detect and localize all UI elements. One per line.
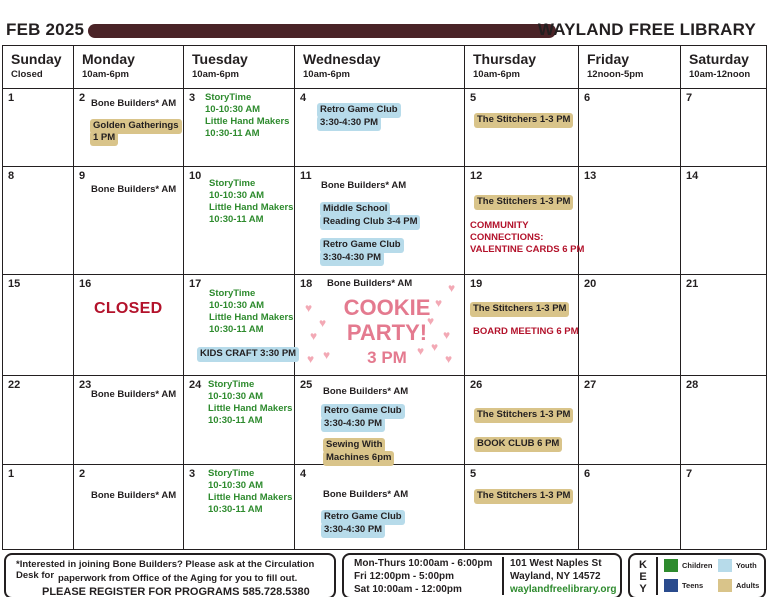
day-cell[interactable] xyxy=(681,465,767,550)
day-cell[interactable] xyxy=(681,376,767,465)
day-cell[interactable] xyxy=(681,167,767,275)
website-link[interactable]: waylandfreelibrary.org xyxy=(510,584,617,595)
library-name: WAYLAND FREE LIBRARY xyxy=(537,20,756,39)
day-cell[interactable] xyxy=(681,89,767,167)
footer xyxy=(0,552,768,597)
heart-icon: ♥ xyxy=(427,314,435,328)
hours-mon-thurs: Mon-Thurs 10:00am - 6:00pm xyxy=(354,558,493,569)
day-header-friday: Friday 12noon-5pm xyxy=(579,46,681,89)
day-cell[interactable] xyxy=(184,376,295,465)
event-kids-craft: KIDS CRAFT 3:30 PM xyxy=(197,347,299,362)
event-little-hand-makers: Little Hand Makers xyxy=(208,403,293,414)
day-cell[interactable] xyxy=(184,465,295,550)
day-cell[interactable] xyxy=(465,89,579,167)
date-number: 7 xyxy=(686,92,693,104)
date-number: 2 xyxy=(79,92,86,104)
event-storytime-time: 10-10:30 AM xyxy=(205,104,261,115)
event-stitchers: The Stitchers 1-3 PM xyxy=(474,408,573,423)
day-cell[interactable] xyxy=(74,465,184,550)
heart-icon: ♥ xyxy=(305,301,313,315)
date-number: 19 xyxy=(470,278,483,290)
date-number: 2 xyxy=(79,468,86,480)
date-number: 25 xyxy=(300,379,313,391)
event-storytime-time: 10-10:30 AM xyxy=(209,300,265,311)
hours-address-box xyxy=(342,553,622,597)
event-retro-game-club: Retro Game Club xyxy=(321,404,405,419)
event-bone-builders: Bone Builders* AM xyxy=(327,278,413,289)
event-sewing-machines: Machines 6pm xyxy=(323,451,394,466)
date-number: 4 xyxy=(300,468,307,480)
heart-icon: ♥ xyxy=(445,352,453,366)
event-little-hand-makers-time: 10:30-11 AM xyxy=(209,324,264,335)
day-cell[interactable] xyxy=(184,167,295,275)
key-children-label: Children xyxy=(682,561,713,570)
date-number: 6 xyxy=(584,468,591,480)
heart-icon: ♥ xyxy=(319,316,327,330)
event-bone-builders: Bone Builders* AM xyxy=(91,98,177,109)
date-number: 21 xyxy=(686,278,699,290)
date-number: 3 xyxy=(189,92,196,104)
week-row xyxy=(3,89,767,167)
key-teens-label: Teens xyxy=(682,581,704,590)
date-number: 28 xyxy=(686,379,699,391)
day-cell[interactable] xyxy=(74,167,184,275)
date-number: 18 xyxy=(300,278,313,290)
date-number: 11 xyxy=(300,170,312,182)
divider xyxy=(656,557,658,595)
event-bone-builders: Bone Builders* AM xyxy=(323,489,409,500)
week-row xyxy=(3,376,767,465)
register-phone: PLEASE REGISTER FOR PROGRAMS 585.728.5380 xyxy=(42,586,310,597)
event-retro-game-club-time: 3:30-4:30 PM xyxy=(321,417,385,432)
day-cell[interactable] xyxy=(465,275,579,376)
heart-icon: ♥ xyxy=(435,296,443,310)
date-number: 7 xyxy=(686,468,693,480)
event-storytime-time: 10-10:30 AM xyxy=(208,480,264,491)
divider xyxy=(502,557,504,595)
calendar-header xyxy=(0,0,768,44)
event-bone-builders: Bone Builders* AM xyxy=(91,490,177,501)
title-bar xyxy=(88,24,556,38)
day-cell[interactable] xyxy=(465,376,579,465)
day-cell[interactable] xyxy=(681,275,767,376)
party-time: 3 PM xyxy=(367,348,407,367)
event-little-hand-makers-time: 10:30-11 AM xyxy=(208,415,263,426)
calendar-grid xyxy=(2,45,767,550)
date-number: 14 xyxy=(686,170,699,182)
event-storytime: StoryTime xyxy=(209,288,256,299)
event-retro-game-club: Retro Game Club xyxy=(321,510,405,525)
event-storytime: StoryTime xyxy=(205,92,252,103)
event-retro-game-club: Retro Game Club xyxy=(320,238,404,253)
heart-icon: ♥ xyxy=(310,329,318,343)
event-stitchers: The Stitchers 1-3 PM xyxy=(474,113,573,128)
hours-fri: Fri 12:00pm - 5:00pm xyxy=(354,571,455,582)
day-cell[interactable] xyxy=(74,275,184,376)
heart-icon: ♥ xyxy=(443,328,451,342)
date-number: 1 xyxy=(8,468,15,480)
date-number: 12 xyxy=(470,170,483,182)
closed-label: CLOSED xyxy=(94,300,163,317)
day-cell[interactable] xyxy=(3,465,74,550)
event-storytime: StoryTime xyxy=(209,178,256,189)
date-number: 8 xyxy=(8,170,15,182)
adults-swatch xyxy=(718,579,732,592)
heart-icon: ♥ xyxy=(323,348,331,362)
day-header-thursday: Thursday 10am-6pm xyxy=(465,46,579,89)
event-bone-builders: Bone Builders* AM xyxy=(91,389,177,400)
event-bone-builders: Bone Builders* AM xyxy=(321,180,407,191)
week-row xyxy=(3,275,767,376)
date-number: 4 xyxy=(300,92,307,104)
date-number: 5 xyxy=(470,92,477,104)
date-number: 9 xyxy=(79,170,86,182)
day-cell[interactable] xyxy=(295,465,465,550)
event-storytime-time: 10-10:30 AM xyxy=(209,190,265,201)
date-number: 22 xyxy=(8,379,21,391)
event-valentine-cards: VALENTINE CARDS 6 PM xyxy=(470,244,585,255)
day-cell[interactable] xyxy=(579,89,681,167)
event-retro-game-club-time: 3:30-4:30 PM xyxy=(317,116,381,131)
event-little-hand-makers: Little Hand Makers xyxy=(209,312,294,323)
event-retro-game-club: Retro Game Club xyxy=(317,103,401,118)
key-label: K E Y xyxy=(639,559,647,595)
day-cell[interactable] xyxy=(3,167,74,275)
date-number: 1 xyxy=(8,92,15,104)
day-cell[interactable] xyxy=(295,167,465,275)
week-row xyxy=(3,465,767,550)
day-cell[interactable] xyxy=(184,89,295,167)
date-number: 17 xyxy=(189,278,202,290)
day-header-sunday: Sunday Closed xyxy=(3,46,74,89)
event-storytime-time: 10-10:30 AM xyxy=(208,391,264,402)
key-adults-label: Adults xyxy=(736,581,760,590)
day-cell[interactable] xyxy=(465,465,579,550)
note-line-2: paperwork from Office of the Aging for you to fill out. xyxy=(58,573,298,584)
date-number: 13 xyxy=(584,170,597,182)
week-row xyxy=(3,167,767,275)
event-little-hand-makers-time: 10:30-11 AM xyxy=(208,504,263,515)
cookie-party-announcement xyxy=(335,295,439,370)
day-cell[interactable] xyxy=(295,376,465,465)
event-book-club: BOOK CLUB 6 PM xyxy=(474,437,562,452)
date-number: 15 xyxy=(8,278,21,290)
day-cell[interactable] xyxy=(3,89,74,167)
event-community: COMMUNITY xyxy=(470,220,529,231)
day-cell[interactable] xyxy=(579,167,681,275)
heart-icon: ♥ xyxy=(448,281,456,295)
event-stitchers: The Stitchers 1-3 PM xyxy=(474,489,573,504)
party-line: PARTY! xyxy=(346,320,428,345)
event-little-hand-makers-time: 10:30-11 AM xyxy=(205,128,260,139)
heart-icon: ♥ xyxy=(417,344,425,358)
event-retro-game-club-time: 3:30-4:30 PM xyxy=(321,523,385,538)
event-stitchers: The Stitchers 1-3 PM xyxy=(474,195,573,210)
teens-swatch xyxy=(664,579,678,592)
date-number: 27 xyxy=(584,379,597,391)
day-cell[interactable] xyxy=(295,275,465,376)
date-number: 3 xyxy=(189,468,196,480)
event-storytime: StoryTime xyxy=(208,468,255,479)
children-swatch xyxy=(664,559,678,572)
date-number: 24 xyxy=(189,379,202,391)
date-number: 6 xyxy=(584,92,591,104)
date-number: 23 xyxy=(79,379,92,391)
day-cell[interactable] xyxy=(579,465,681,550)
event-connections: CONNECTIONS: xyxy=(470,232,544,243)
day-cell[interactable] xyxy=(465,167,585,275)
event-sewing-with: Sewing With xyxy=(323,438,385,453)
day-header-monday: Monday 10am-6pm xyxy=(74,46,184,89)
event-little-hand-makers: Little Hand Makers xyxy=(205,116,290,127)
event-bone-builders: Bone Builders* AM xyxy=(91,184,177,195)
event-golden-gatherings: Golden Gatherings xyxy=(90,119,182,134)
date-number: 26 xyxy=(470,379,483,391)
note-line-1: *Interested in joining Bone Builders? Please ask at the Circulation Desk for xyxy=(16,559,315,581)
date-number: 10 xyxy=(189,170,202,182)
day-cell[interactable] xyxy=(3,275,74,376)
day-cell[interactable] xyxy=(74,376,184,465)
color-key xyxy=(628,553,766,597)
event-middle-school: Middle School xyxy=(320,202,390,217)
event-bone-builders: Bone Builders* AM xyxy=(323,386,409,397)
event-little-hand-makers: Little Hand Makers xyxy=(209,202,294,213)
day-header-tuesday: Tuesday 10am-6pm xyxy=(184,46,295,89)
month-title: FEB 2025 xyxy=(6,20,85,39)
event-stitchers: The Stitchers 1-3 PM xyxy=(470,302,569,317)
day-cell[interactable] xyxy=(579,275,681,376)
day-header-saturday: Saturday 10am-12noon xyxy=(681,46,767,89)
cookie-line: COOKIE xyxy=(343,295,431,320)
date-number: 20 xyxy=(584,278,597,290)
event-little-hand-makers: Little Hand Makers xyxy=(208,492,293,503)
address-street: 101 West Naples St xyxy=(510,558,602,569)
date-number: 5 xyxy=(470,468,477,480)
heart-icon: ♥ xyxy=(307,352,315,366)
key-youth-label: Youth xyxy=(736,561,757,570)
event-golden-gatherings-time: 1 PM xyxy=(90,131,118,146)
day-header-wednesday: Wednesday 10am-6pm xyxy=(295,46,465,89)
heart-icon: ♥ xyxy=(431,340,439,354)
day-cell[interactable] xyxy=(184,275,295,376)
address-city: Wayland, NY 14572 xyxy=(510,571,601,582)
bone-builders-note xyxy=(4,553,336,597)
day-cell[interactable] xyxy=(74,89,184,167)
event-board-meeting: BOARD MEETING 6 PM xyxy=(473,326,579,337)
event-little-hand-makers-time: 10:30-11 AM xyxy=(209,214,264,225)
day-cell[interactable] xyxy=(3,376,74,465)
event-reading-club: Reading Club 3-4 PM xyxy=(320,215,420,230)
youth-swatch xyxy=(718,559,732,572)
day-cell[interactable] xyxy=(579,376,681,465)
event-retro-game-club-time: 3:30-4:30 PM xyxy=(320,251,384,266)
event-storytime: StoryTime xyxy=(208,379,255,390)
day-cell[interactable] xyxy=(295,89,465,167)
date-number: 16 xyxy=(79,278,92,290)
hours-sat: Sat 10:00am - 12:00pm xyxy=(354,584,462,595)
